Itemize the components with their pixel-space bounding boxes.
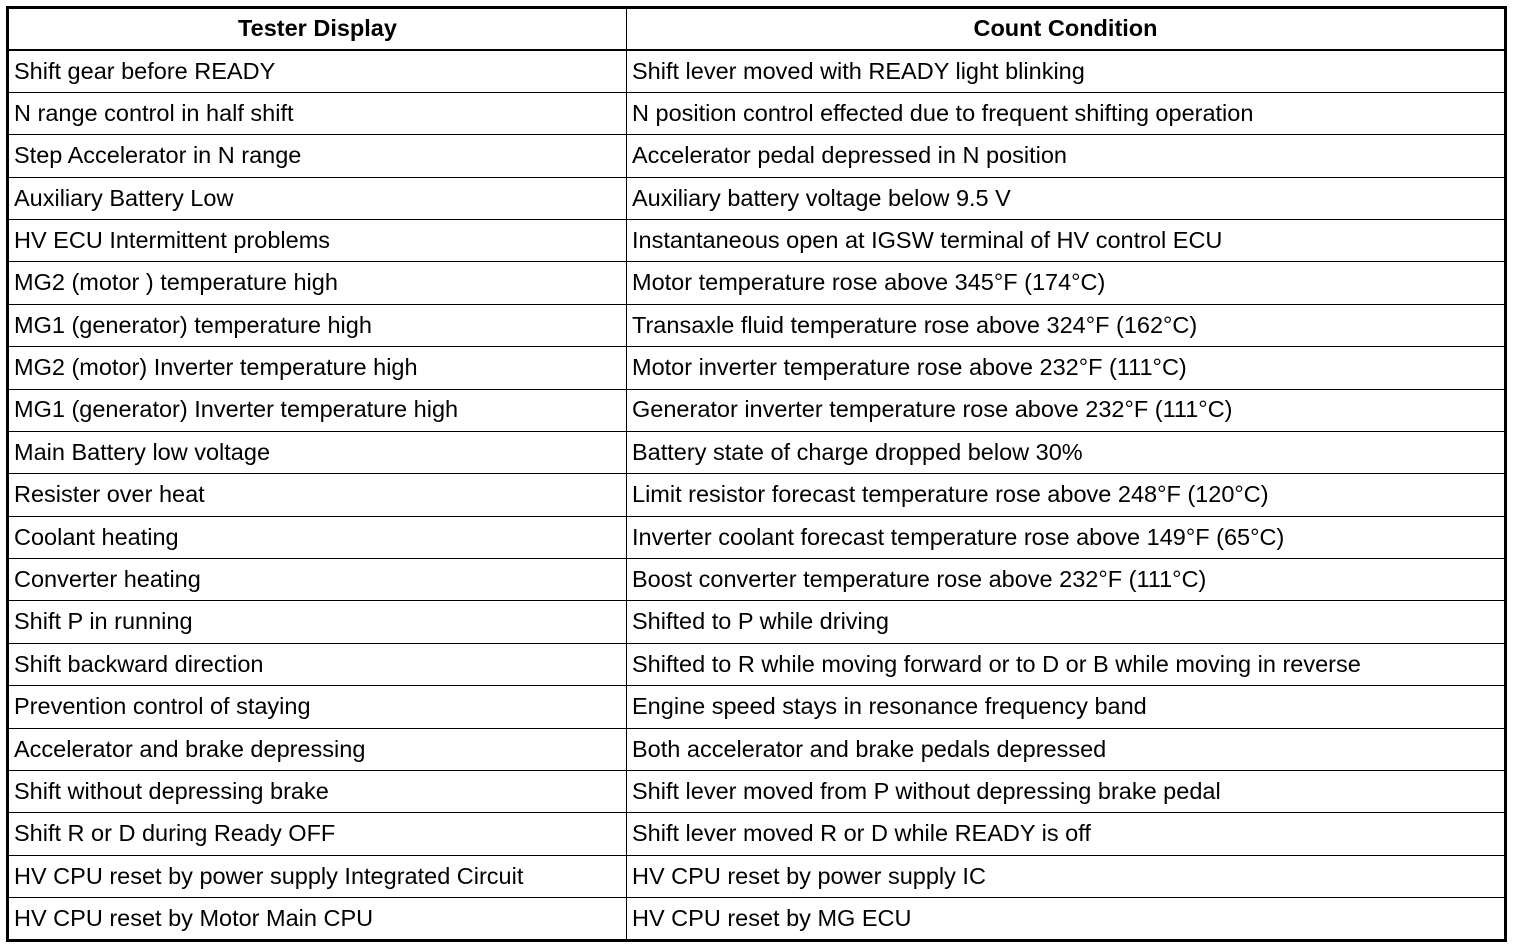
table-row: [8, 516, 1506, 558]
count-condition-cell: Motor inverter temperature rose above 232°F (111°C): [627, 347, 1506, 389]
count-condition-cell: Instantaneous open at IGSW terminal of HV control ECU: [627, 219, 1506, 261]
tester-display-cell: Accelerator and brake depressing: [8, 728, 627, 770]
tester-display-table: [6, 6, 1507, 942]
count-condition-cell: Generator inverter temperature rose above 232°F (111°C): [627, 389, 1506, 431]
tester-display-cell: HV ECU Intermittent problems: [8, 219, 627, 261]
count-condition-cell: Battery state of charge dropped below 30%: [627, 431, 1506, 473]
tester-display-cell: Shift R or D during Ready OFF: [8, 813, 627, 855]
tester-display-cell: Shift backward direction: [8, 643, 627, 685]
count-condition-cell: Inverter coolant forecast temperature rose above 149°F (65°C): [627, 516, 1506, 558]
count-condition-cell: Both accelerator and brake pedals depressed: [627, 728, 1506, 770]
count-condition-cell: Limit resistor forecast temperature rose above 248°F (120°C): [627, 474, 1506, 516]
tester-display-cell: MG1 (generator) temperature high: [8, 304, 627, 346]
table-row: [8, 559, 1506, 601]
table-row: [8, 304, 1506, 346]
tester-display-cell: Coolant heating: [8, 516, 627, 558]
tester-display-cell: HV CPU reset by power supply Integrated Circuit: [8, 855, 627, 897]
tester-display-cell: N range control in half shift: [8, 92, 627, 134]
table-body: [8, 50, 1506, 940]
table-row: [8, 601, 1506, 643]
table-row: [8, 898, 1506, 940]
header-row: [8, 8, 1506, 50]
table-row: [8, 177, 1506, 219]
count-condition-cell: HV CPU reset by power supply IC: [627, 855, 1506, 897]
count-condition-cell: Motor temperature rose above 345°F (174°C): [627, 262, 1506, 304]
count-condition-cell: Transaxle fluid temperature rose above 324°F (162°C): [627, 304, 1506, 346]
tester-display-cell: Resister over heat: [8, 474, 627, 516]
table-row: [8, 50, 1506, 92]
table-row: [8, 347, 1506, 389]
count-condition-cell: Engine speed stays in resonance frequency band: [627, 686, 1506, 728]
table-row: [8, 262, 1506, 304]
count-condition-cell: Shift lever moved R or D while READY is off: [627, 813, 1506, 855]
table-row: [8, 686, 1506, 728]
table-row: [8, 813, 1506, 855]
tester-display-cell: MG2 (motor ) temperature high: [8, 262, 627, 304]
count-condition-cell: Shift lever moved from P without depressing brake pedal: [627, 771, 1506, 813]
table-row: [8, 474, 1506, 516]
count-condition-cell: Accelerator pedal depressed in N position: [627, 135, 1506, 177]
tester-display-cell: MG2 (motor) Inverter temperature high: [8, 347, 627, 389]
table-row: [8, 92, 1506, 134]
table-row: [8, 728, 1506, 770]
header-tester-display: Tester Display: [8, 8, 627, 50]
table-row: [8, 431, 1506, 473]
tester-display-cell: Main Battery low voltage: [8, 431, 627, 473]
count-condition-cell: Shift lever moved with READY light blinking: [627, 50, 1506, 92]
tester-display-cell: Shift gear before READY: [8, 50, 627, 92]
table-row: [8, 219, 1506, 261]
table-row: [8, 855, 1506, 897]
tester-display-cell: MG1 (generator) Inverter temperature high: [8, 389, 627, 431]
table-row: [8, 771, 1506, 813]
count-condition-cell: N position control effected due to frequent shifting operation: [627, 92, 1506, 134]
count-condition-cell: Auxiliary battery voltage below 9.5 V: [627, 177, 1506, 219]
tester-display-cell: Step Accelerator in N range: [8, 135, 627, 177]
tester-display-cell: Auxiliary Battery Low: [8, 177, 627, 219]
table-row: [8, 135, 1506, 177]
tester-display-cell: Prevention control of staying: [8, 686, 627, 728]
count-condition-cell: Boost converter temperature rose above 232°F (111°C): [627, 559, 1506, 601]
table-row: [8, 643, 1506, 685]
tester-display-cell: Shift P in running: [8, 601, 627, 643]
tester-display-cell: Converter heating: [8, 559, 627, 601]
tester-display-cell: Shift without depressing brake: [8, 771, 627, 813]
count-condition-cell: HV CPU reset by MG ECU: [627, 898, 1506, 940]
count-condition-cell: Shifted to P while driving: [627, 601, 1506, 643]
count-condition-cell: Shifted to R while moving forward or to D or B while moving in reverse: [627, 643, 1506, 685]
table-row: [8, 389, 1506, 431]
tester-display-cell: HV CPU reset by Motor Main CPU: [8, 898, 627, 940]
header-count-condition: Count Condition: [627, 8, 1506, 50]
